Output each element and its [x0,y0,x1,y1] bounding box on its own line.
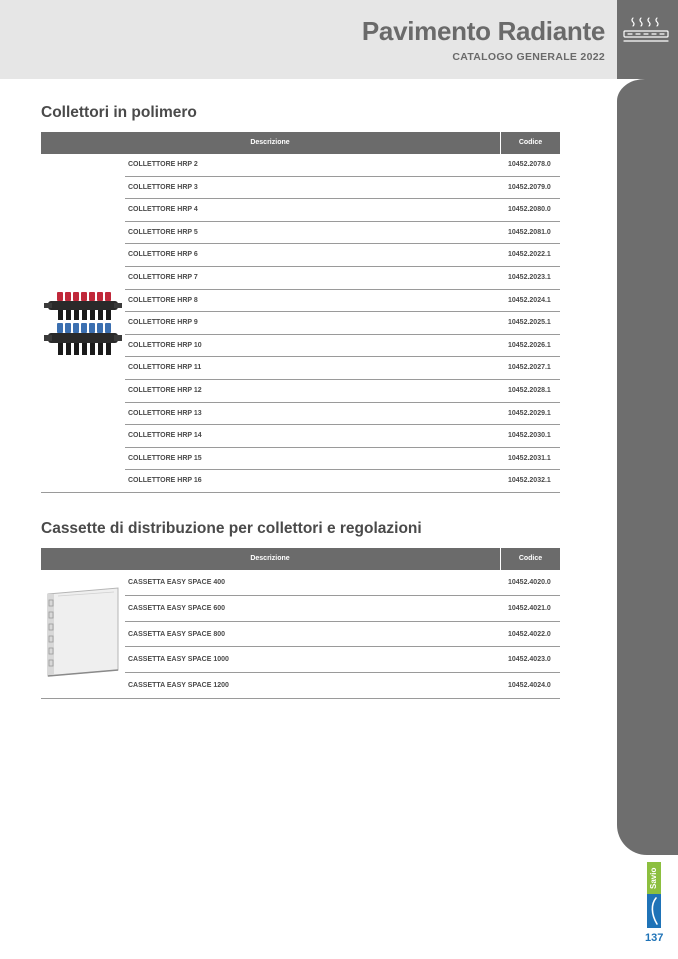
row-code: 10452.4024.0 [508,682,551,690]
row-code: 10452.2032.1 [508,477,551,485]
row-description: COLLETTORE HRP 13 [128,409,202,417]
column-header-descrizione: Descrizione [250,139,290,146]
row-code: 10452.2027.1 [508,364,551,372]
table-row [125,199,560,222]
row-code: 10452.2031.1 [508,454,551,462]
radiant-floor-heating-icon [622,14,670,48]
table-row [125,570,560,596]
table-row [125,647,560,673]
row-description: COLLETTORE HRP 2 [128,161,198,168]
table-row [125,673,560,699]
table-row [125,403,560,426]
row-description: COLLETTORE HRP 3 [128,183,198,191]
row-description: COLLETTORE HRP 11 [128,364,202,372]
row-code: 10452.2024.1 [508,296,551,304]
table-row [125,177,560,200]
table-row [125,470,560,493]
table-row [125,244,560,267]
row-description: COLLETTORE HRP 4 [128,206,198,214]
section-title-cassette: Cassette di distribuzione per collettori e regolazioni [41,520,422,537]
savio-logo-text: Savio [649,867,658,889]
table-row [125,267,560,290]
table-row [125,222,560,245]
row-description: COLLETTORE HRP 9 [128,319,198,327]
row-description: CASSETTA EASY SPACE 400 [128,579,225,586]
savio-logo [647,862,661,928]
table-row [125,290,560,313]
table-row [125,357,560,380]
column-header-descrizione: Descrizione [250,555,290,562]
row-description: COLLETTORE HRP 12 [128,387,202,394]
row-description: COLLETTORE HRP 6 [128,251,198,259]
savio-logo-green [647,862,661,894]
row-code: 10452.4022.0 [508,630,551,638]
table-bottom-line [41,492,560,493]
row-code: 10452.2022.1 [508,251,551,259]
table-row [125,380,560,403]
row-description: CASSETTA EASY SPACE 800 [128,630,225,638]
page-subtitle: CATALOGO GENERALE 2022 [452,51,605,63]
row-code: 10452.2023.1 [508,274,551,281]
row-description: COLLETTORE HRP 5 [128,228,198,236]
row-code: 10452.2079.0 [508,183,551,191]
row-description: COLLETTORE HRP 16 [128,477,202,485]
table-row [125,622,560,648]
table-row [125,335,560,358]
row-code: 10452.2030.1 [508,432,551,440]
row-description: CASSETTA EASY SPACE 600 [128,604,225,612]
column-header-codice: Codice [500,132,560,154]
manifold-collector-image [44,290,122,358]
distribution-box-image [44,586,122,678]
row-code: 10452.2078.0 [508,161,551,168]
savio-logo-blue [647,894,661,928]
row-code: 10452.2080.0 [508,206,551,214]
side-bar [617,0,678,855]
row-code: 10452.2081.0 [508,228,551,236]
table-row [125,312,560,335]
row-code: 10452.2026.1 [508,341,551,349]
row-code: 10452.2028.1 [508,387,551,394]
section-title-collettori: Collettori in polimero [41,104,197,121]
table-row [125,596,560,622]
row-description: CASSETTA EASY SPACE 1000 [128,656,229,664]
side-bar-curve [617,79,645,101]
row-description: COLLETTORE HRP 10 [128,341,202,349]
column-header-codice: Codice [500,548,560,570]
page-title: Pavimento Radiante [361,16,605,46]
table-header-collettori [41,132,560,154]
row-code: 10452.2025.1 [508,319,551,327]
row-description: COLLETTORE HRP 15 [128,454,202,462]
row-code: 10452.4021.0 [508,604,551,612]
row-description: COLLETTORE HRP 14 [128,432,202,440]
table-bottom-line [41,698,560,699]
table-row [125,448,560,471]
table-row [125,154,560,177]
savio-wave-icon [647,894,661,928]
row-code: 10452.4020.0 [508,579,551,586]
table-header-cassette [41,548,560,570]
row-code: 10452.4023.0 [508,656,551,664]
row-description: CASSETTA EASY SPACE 1200 [128,682,229,690]
row-description: COLLETTORE HRP 7 [128,274,198,281]
row-description: COLLETTORE HRP 8 [128,296,198,304]
row-code: 10452.2029.1 [508,409,551,417]
page-number: 137 [645,932,664,944]
table-row [125,425,560,448]
